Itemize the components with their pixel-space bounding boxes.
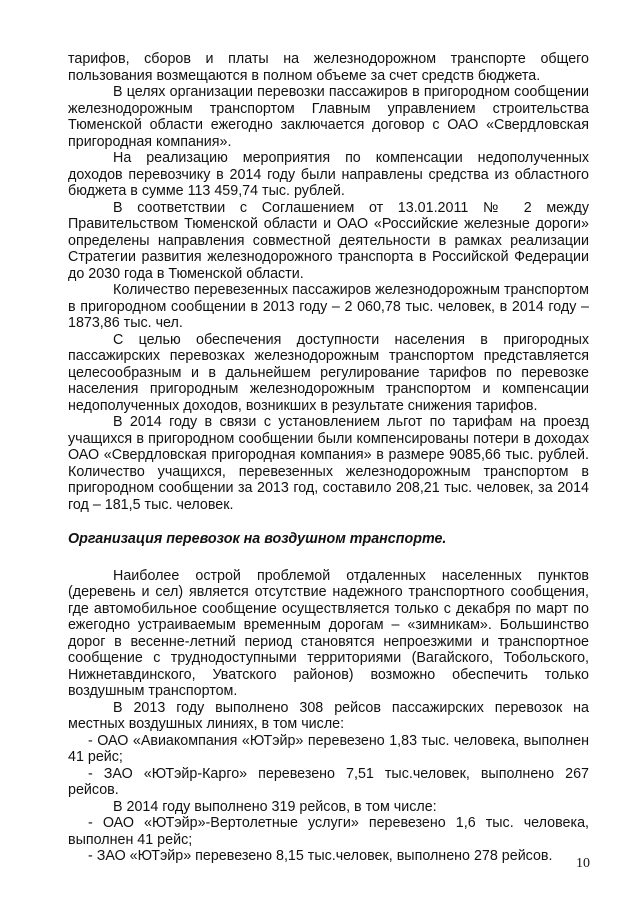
- paragraph: В соответствии с Соглашением от 13.01.2011 № 2 между Правительством Тюменской области и ОАО «Российские железные дороги» определены направления совместной деятельности в рамках реализации Стратегии развития железнодорожного транспорта в Российской Федерации до 2030 года в Тюменской области.: [68, 199, 589, 282]
- paragraph: В 2014 году в связи с установлением льгот по тарифам на проезд учащихся в пригородном сообщении были компенсированы потери в доходах ОАО «Свердловская пригородная компания» в размере 9085,66 тыс. рублей. Количество учащихся, перевезенных железнодорожным транспортом в пригородном сообщении за 2013 год, составило 208,21 тыс. человек, за 2014 год – 181,5 тыс. человек.: [68, 414, 589, 513]
- paragraph: С целью обеспечения доступности населения в пригородных пассажирских перевозках железнодорожным транспортом представляется целесообразным и в дальнейшем регулирование тарифов по перевозке населения пригородным железнодорожным транспортом и компенсации недополученных доходов, возникших в результате снижения тарифов.: [68, 331, 589, 414]
- list-item: - ОАО «ЮТэйр»-Вертолетные услуги» перевезено 1,6 тыс. человека, выполнен 41 рейс;: [68, 815, 589, 848]
- paragraph: В 2013 году выполнено 308 рейсов пассажирских перевозок на местных воздушных линиях, в том числе:: [68, 699, 589, 732]
- paragraph: тарифов, сборов и платы на железнодорожном транспорте общего пользования возмещаются в полном объеме за счет средств бюджета.: [68, 51, 589, 84]
- document-body: [68, 51, 589, 865]
- page-number: 10: [576, 856, 590, 871]
- paragraph: Количество перевезенных пассажиров железнодорожным транспортом в пригородном сообщении в 2013 году – 2 060,78 тыс. человек, в 2014 году – 1873,86 тыс. чел.: [68, 282, 589, 331]
- paragraph: На реализацию мероприятия по компенсации недополученных доходов перевозчику в 2014 году были направлены средства из областного бюджета в сумме 113 459,74 тыс. рублей.: [68, 150, 589, 199]
- section-heading: Организация перевозок на воздушном транспорте.: [68, 531, 447, 547]
- paragraph: В целях организации перевозки пассажиров в пригородном сообщении железнодорожным транспортом Главным управлением строительства Тюменской области ежегодно заключается договор с ОАО «Свердловская пригородная компания».: [68, 84, 589, 150]
- list-item: - ЗАО «ЮТэйр» перевезено 8,15 тыс.человек, выполнено 278 рейсов.: [88, 848, 553, 864]
- list-item: - ЗАО «ЮТэйр-Карго» перевезено 7,51 тыс.человек, выполнено 267 рейсов.: [68, 765, 589, 798]
- list-item: - ОАО «Авиакомпания «ЮТэйр» перевезено 1,83 тыс. человека, выполнен 41 рейс;: [68, 732, 589, 765]
- paragraph: Наиболее острой проблемой отдаленных населенных пунктов (деревень и сел) является отсутствие надежного транспортного сообщения, где автомобильное сообщение осуществляется только с декабря по март по ежегодно устраиваемым временным дорогам – «зимникам». Большинство дорог в весенне-летний период становятся непроезжими и транспортное сообщение с труднодоступными территориями (Вагайского, Тобольского, Нижнетавдинского, Уватского районов) возможно обеспечить только воздушным транспортом.: [68, 567, 589, 699]
- paragraph: В 2014 году выполнено 319 рейсов, в том числе:: [113, 798, 437, 815]
